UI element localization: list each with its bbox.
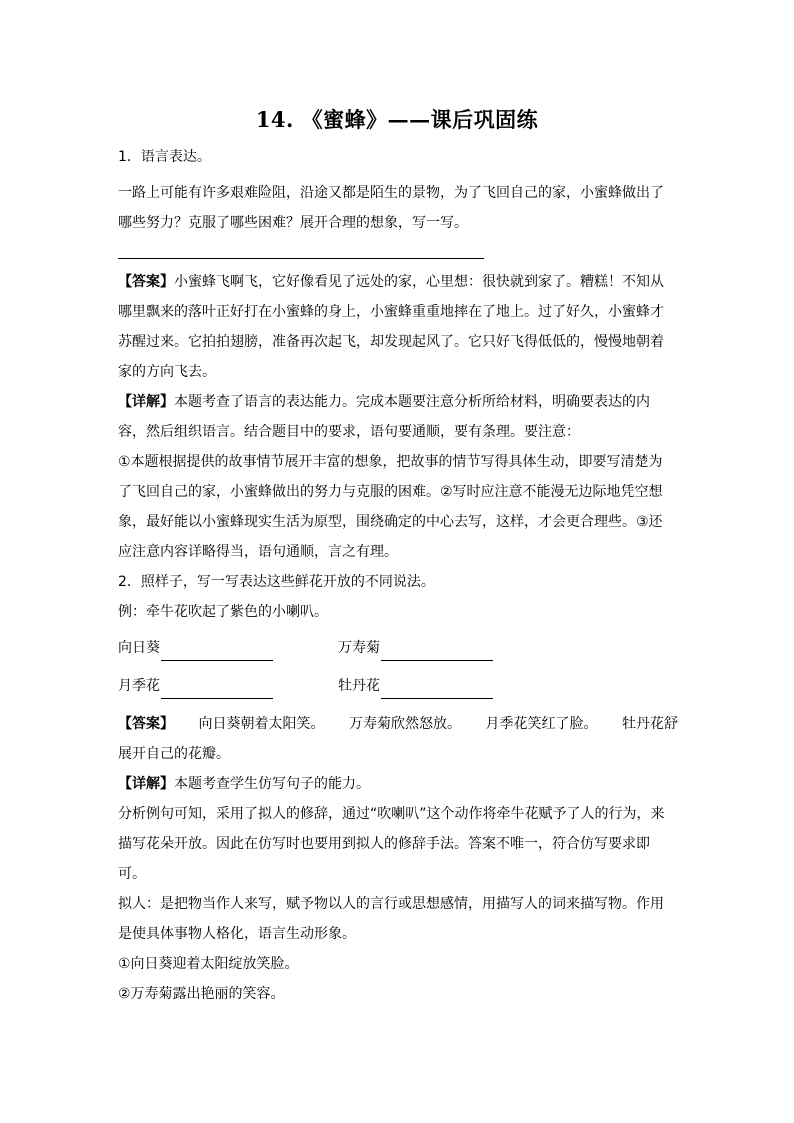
blank-label: 月季花 — [118, 678, 160, 694]
q1-detail-line: 了飞回自己的家，小蜜蜂做出的努力与克服的困难。②写时应注意不能漫无边际地凭空想 — [118, 484, 663, 500]
q2-analysis-line: 分析例句可知，采用了拟人的修辞，通过“吹喇叭”这个动作将牵牛花赋予了人的行为，来 — [118, 806, 665, 822]
q2-analysis-line: 拟人：是把物当作人来写，赋予物以人的言行或思想感情，用描写人的词来描写物。作用 — [118, 896, 664, 912]
answer-text: 小蜜蜂飞啊飞，它好像看见了远处的家，心里想：很快就到家了。糟糕！不知从 — [174, 274, 664, 290]
blank-item — [338, 673, 558, 699]
q2-analysis-line: 是使具体事物人格化，语言生动形象。 — [118, 926, 356, 942]
q2-detail-line — [118, 771, 678, 797]
blank-label: 向日葵 — [118, 640, 160, 656]
q1-answer-line: 苏醒过来。它拍拍翅膀，准备再次起飞，却发现起风了。它只好飞得低低的，慢慢地朝着 — [118, 334, 664, 350]
writing-line — [118, 236, 484, 259]
detail-tag: 【详解】 — [118, 394, 174, 410]
q2-example: 例：牵牛花吹起了紫色的小喇叭。 — [118, 604, 328, 620]
q1-answer-line: 哪里飘来的落叶正好打在小蜜蜂的身上，小蜜蜂重重地摔在了地上。过了好久，小蜜蜂才 — [118, 304, 664, 320]
document-body — [118, 144, 678, 1007]
answer-item: 万寿菊欣然怒放。 — [349, 716, 461, 732]
q1-answer-line: 家的方向飞去。 — [118, 364, 216, 380]
blank-item — [338, 635, 558, 661]
fill-blank[interactable] — [161, 680, 273, 699]
answer-tag: 【答案】 — [118, 716, 174, 732]
q2-analysis-line: 可。 — [118, 866, 146, 882]
q1-prompt-line: 哪些努力？克服了哪些困难？展开合理的想象，写一写。 — [118, 215, 468, 231]
fill-blank[interactable] — [161, 642, 273, 661]
q1-detail-line: 应注意内容详略得当，语句通顺，言之有理。 — [118, 544, 398, 560]
blank-row — [118, 635, 678, 661]
q1-heading: 1．语言表达。 — [118, 149, 211, 165]
q2-answer-line — [118, 711, 678, 737]
q1-prompt-line: 一路上可能有许多艰难险阻，沿途又都是陌生的景物，为了飞回自己的家，小蜜蜂做出了 — [118, 185, 664, 201]
q2-analysis-line: ②万寿菊露出艳丽的笑容。 — [118, 986, 285, 1002]
q2-analysis-line: 描写花朵开放。因此在仿写时也要用到拟人的修辞手法。答案不唯一，符合仿写要求即 — [118, 836, 650, 852]
detail-tag: 【详解】 — [118, 776, 174, 792]
detail-text: 本题考查了语言的表达能力。完成本题要注意分析所给材料，明确要表达的内 — [174, 394, 650, 410]
blank-label: 万寿菊 — [338, 640, 380, 656]
answer-tag: 【答案】 — [118, 274, 174, 290]
answer-item: 牡丹花舒 — [622, 716, 678, 732]
q2-heading: 2．照样子，写一写表达这些鲜花开放的不同说法。 — [118, 574, 435, 590]
page-title: 14. 《蜜蜂》——课后巩固练 — [255, 107, 539, 132]
q2-analysis-line: ①向日葵迎着太阳绽放笑脸。 — [118, 956, 299, 972]
q1-detail-line: 容，然后组织语言。结合题目中的要求，语句要通顺，要有条理。要注意： — [118, 424, 580, 440]
q1-detail-line: 象，最好能以小蜜蜂现实生活为原型，围绕确定的中心去写，这样，才会更合理些。③还 — [118, 514, 663, 530]
q1-detail-line: ①本题根据提供的故事情节展开丰富的想象，把故事的情节写得具体生动，即要写清楚为 — [118, 454, 663, 470]
blank-row — [118, 673, 678, 699]
detail-text: 本题考查学生仿写句子的能力。 — [174, 776, 370, 792]
answer-item: 月季花笑红了脸。 — [485, 716, 598, 732]
fill-blank[interactable] — [381, 680, 493, 699]
blank-item — [118, 673, 338, 699]
fill-blank[interactable] — [381, 642, 493, 661]
blank-label: 牡丹花 — [338, 678, 380, 694]
q1-detail-line — [118, 389, 678, 415]
q2-answer-cont: 展开自己的花瓣。 — [118, 746, 230, 762]
answer-item: 向日葵朝着太阳笑。 — [198, 716, 325, 732]
q1-answer-line — [118, 269, 678, 295]
blank-item — [118, 635, 338, 661]
